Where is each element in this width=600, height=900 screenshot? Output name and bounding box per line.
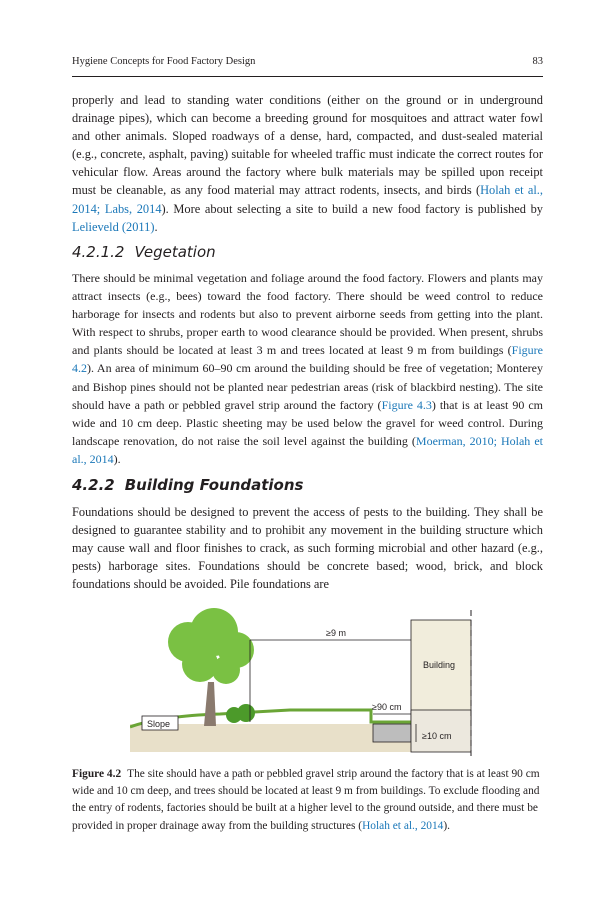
figure-caption: Figure 4.2 The site should have a path or pebbled gravel strip around the factory that is at least 90 cm wide and 10 cm deep, and trees should be located at least 9 m from buildings. To exclude flooding and the entry of rodents, factories should be built at a higher level to the ground outside, and there must be provided in proper drainage away from the building structures (Holah et al., 2014). [72, 768, 540, 832]
label-path-width: ≥90 cm [372, 702, 402, 712]
tree-canopy [168, 608, 254, 684]
caption-label: Figure 4.2 [72, 768, 122, 780]
tree-trunk [204, 682, 216, 726]
label-distance-9m: ≥9 m [326, 628, 346, 638]
building-wall [411, 620, 471, 720]
ref-figure-4-2[interactable]: Figure 4.2 [72, 343, 543, 376]
citation-moerman-holah[interactable]: Moerman, 2010; Holah et al., 2014 [72, 433, 543, 466]
section-heading-vegetation: 4.2.1.2 Vegetation [72, 243, 216, 261]
paragraph-site-drainage: properly and lead to standing water conditions (either on the ground or in underground drainage pipes), which can become a breeding ground for mosquitoes and attract water fowl and other animals. Sloped roadways of a dense, hard, compacted, and dust-sealed material (e.g., concrete, asphalt, paving) suitable for wheeled traffic must indicate the correct routes for vehicular flow. Areas around the factory where bulk materials may be spilled upon receipt must be cleanable, as any food material may attract rodents, insects, and birds (Holah et al., 2014; Labs, 2014). More about selecting a site to build a new food factory is published by Lelieveld (2011). [72, 93, 543, 234]
citation-lelieveld[interactable]: Lelieveld (2011) [72, 219, 155, 234]
running-title: Hygiene Concepts for Food Factory Design [72, 56, 256, 67]
label-depth: ≥10 cm [422, 731, 452, 741]
label-building: Building [423, 660, 456, 670]
paragraph-vegetation: There should be minimal vegetation and foliage around the food factory. Flowers and plants may attract insects (e.g., bees) toward the food factory. There should be weed control to reduce harborage for insects and rodents but also to prevent airborne seeds from getting into the plant. With respect to shrubs, proper earth to wood clearance should be provided. When present, shrubs and plants should be located at least 3 m and trees located at least 9 m from buildings (Figure 4.2). An area of minimum 60–90 cm around the building should be free of vegetation; Monterey and Bishop pines should not be planted near pedestrian areas (risk of blackbird nesting). The site should have a path or pebbled gravel strip around the factory (Figure 4.3) that is at least 90 cm wide and 10 cm deep. Plastic sheeting may be used below the gravel for weed control. During landscape renovation, do not raise the soil level against the building (Moerman, 2010; Holah et al., 2014). [72, 271, 543, 466]
gravel-strip [373, 724, 411, 742]
label-slope: Slope [147, 719, 171, 729]
ref-figure-4-3[interactable]: Figure 4.3 [381, 397, 432, 412]
citation-holah-labs[interactable]: Holah et al., 2014; Labs, 2014 [72, 183, 543, 216]
section-heading-foundations: 4.2.2 Building Foundations [72, 476, 304, 494]
caption-citation[interactable]: Holah et al., 2014 [362, 819, 444, 832]
running-header [72, 54, 543, 77]
paragraph-foundations: Foundations should be designed to prevent the access of pests to the building. They shall be designed to guarantee stability and to prohibit any movement in the building structure which may cause wall and floor finishes to crack, as such forming microbial and other hazard (e.g., pests) harborage sites. Foundations should be concrete based; wood, brick, and block foundations should be avoided. Pile foundations are [72, 505, 543, 592]
figure-site-diagram [130, 600, 482, 760]
page-number: 83 [532, 56, 543, 67]
